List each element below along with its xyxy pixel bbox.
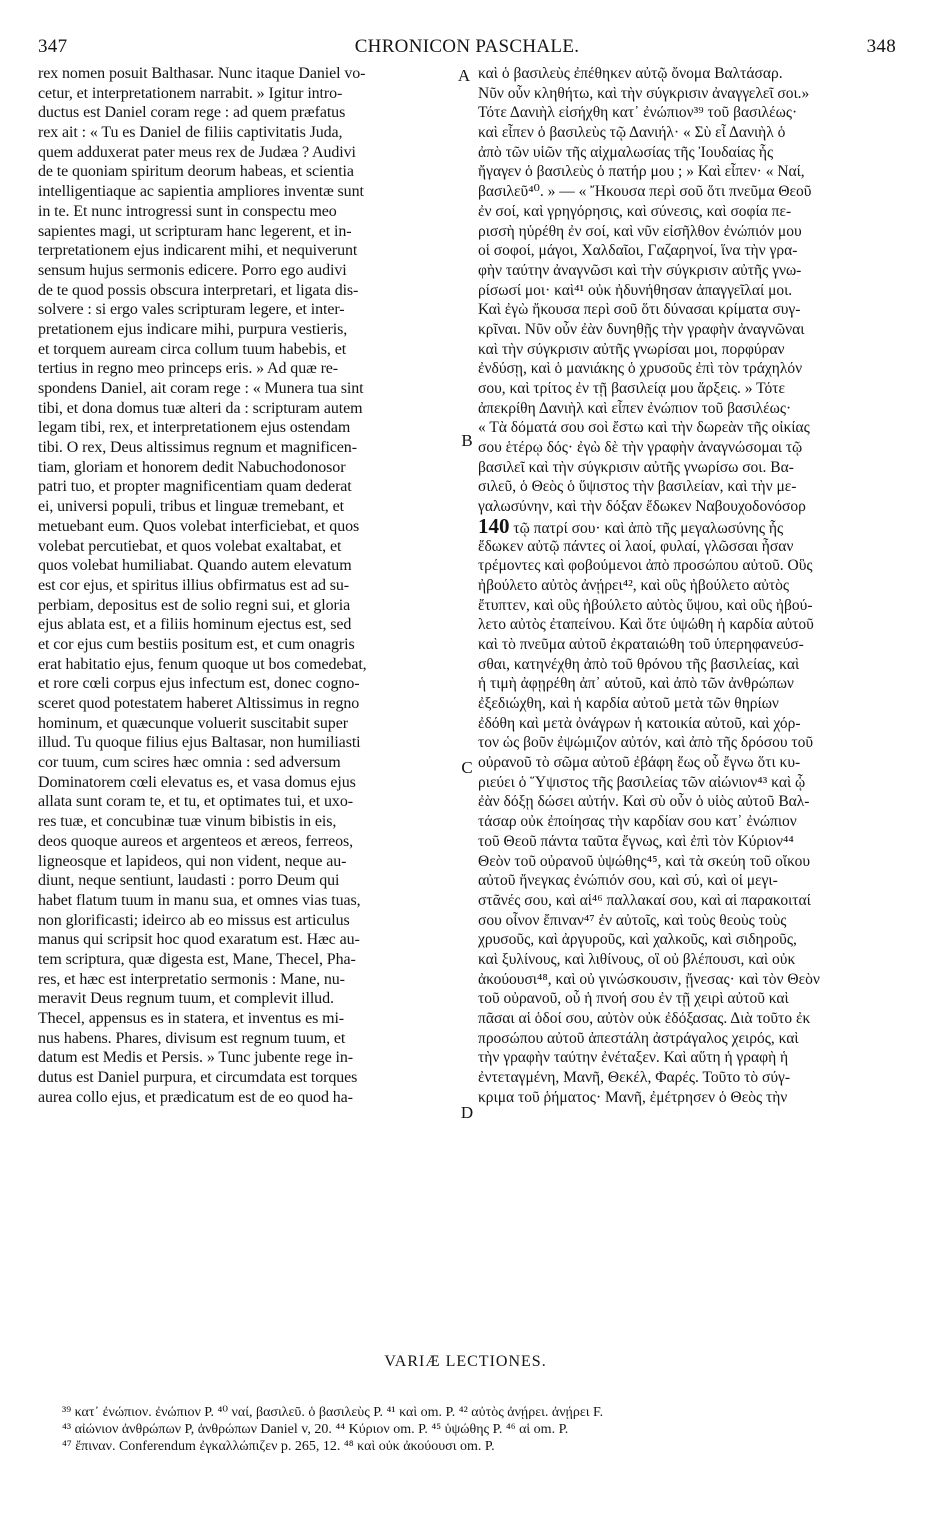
latin-text-line: erat habitatio ejus, fenum quoque ut bos comedebat, [38, 655, 367, 673]
greek-line-text: τῷ πατρί σου· καὶ ἀπὸ τῆς μεγαλωσύνης ἧς [509, 519, 784, 537]
greek-text-line: Θεὸν τοῦ οὐρανοῦ ὑψώθης⁴⁵, καὶ τὰ σκεύη τοῦ οἴκου [478, 852, 810, 870]
greek-text-line: γαλωσύνην, καὶ τὴν δόξαν ἔδωκεν Ναβουχοδονόσορ [478, 498, 806, 516]
greek-text-line: καὶ τὴν σύγκρισιν αὐτῆς γνωρίσαι μοι, πορφύραν [478, 340, 785, 358]
latin-text-line: metuebant eum. Quos volebat interficiebat, et quos [38, 517, 360, 535]
greek-text-line: ρίσωσί μοι· καὶ⁴¹ οὐκ ἠδυνήθησαν ἀπαγγεῖλαί μοι. [478, 281, 793, 299]
page-number-right: 348 [866, 36, 896, 57]
greek-text-line: Νῦν οὖν κληθήτω, καὶ τὴν σύγκρισιν ἀναγγελεῖ σοι.» [478, 84, 810, 102]
marginal-page-number: 140 [478, 516, 510, 537]
greek-text-line: καὶ ξυλίνους, καὶ λιθίνους, οἳ οὐ βλέπουσι, καὶ οὐκ [478, 950, 796, 968]
latin-text-line: datum est Medis et Persis. » Tunc jubente rege in- [38, 1049, 353, 1067]
greek-text-line: ἐξεδιώχθη, καὶ ἡ καρδία αὐτοῦ μετὰ τῶν θηρίων [478, 695, 779, 712]
greek-text-line: ἔδωκεν αὐτῷ πάντες οἱ λαοί, φυλαί, γλῶσσαι ἦσαν [478, 537, 794, 555]
latin-text-line: de te quod possis obscura interpretari, et ligata dis- [38, 281, 359, 299]
greek-text-line: ἔτυπτεν, καὶ οὓς ἠβούλετο αὐτὸς ὕψου, καὶ οὓς ἠβού- [478, 596, 813, 614]
greek-text-line: ἀκούουσι⁴⁸, καὶ οὐ γινώσκουσιν, ᾔνεσας· καὶ τὸν Θεὸν [478, 970, 820, 988]
latin-text-line: terpretationem ejus indicarent mihi, et nequiverunt [38, 242, 358, 260]
latin-text-line: ei, universi populi, tribus et linguæ tremebant, et [38, 498, 344, 516]
latin-text-line: deos quoque aureos et argenteos et æreos, ferreos, [38, 832, 354, 850]
latin-text-line: rex nomen posuit Balthasar. Nunc itaque Daniel vo- [38, 65, 366, 82]
latin-text-line: manus qui scripsit hoc quod exaratum est. Hæc au- [38, 931, 360, 949]
latin-text-line: diunt, neque sentiunt, laudasti : porro Deum qui [38, 872, 340, 890]
latin-text-line: sceret quod potestatem haberet Altissimus in regno [38, 695, 360, 712]
greek-text-line: ριεύει ὁ Ὕψιστος τῆς βασιλείας τῶν αἰώνιον⁴³ καὶ ᾧ [478, 773, 806, 791]
latin-text-line: res tuæ, et concubinæ tuæ vinum bibistis in eis, [38, 813, 337, 831]
latin-text-line: allata sunt coram te, et tu, et optimates tui, et uxo- [38, 793, 353, 811]
greek-text-line [478, 517, 898, 537]
greek-text-line: ἐν σοί, καὶ γρηγόρησις, καὶ σύνεσις, καὶ σοφία πε- [478, 202, 792, 220]
greek-column [478, 64, 898, 1107]
greek-text-line: σιλεῦ, ὁ Θεὸς ὁ ὕψιστος τὴν βασιλείαν, καὶ τὴν με- [478, 478, 797, 496]
variant-reading-line: ⁴⁷ ἔπιναν. Conferendum ἐγκαλλώπιζεν p. 265, 12. ⁴⁸ καὶ οὐκ ἀκούουσι om. P. [62, 1439, 495, 1454]
latin-text-line: quos volebat humiliabat. Quando autem elevatum [38, 557, 352, 575]
greek-text-line: σου, καὶ τρίτος ἐν τῇ βασιλείᾳ μου ἄρξεις. » Τότε [478, 380, 785, 397]
greek-text-line: Τότε Δανιὴλ εἰσήχθη κατ᾽ ἐνώπιον³⁹ τοῦ βασιλέως· [478, 104, 798, 122]
latin-text-line: tibi, et dona domus tuæ alteri da : scripturam autem [38, 399, 363, 417]
variant-reading-line: ³⁹ κατ᾽ ἐνώπιον. ἐνώπιον P. ⁴⁰ ναί, βασιλεῦ. ὁ βασιλεὺς P. ⁴¹ καὶ om. P. ⁴² αὐτὸς ἀνῄρει. ἀνῄρει F. [62, 1405, 604, 1420]
latin-text-line: hominum, et quæcunque voluerit suscitabit super [38, 714, 348, 732]
greek-text-line: τοῦ οὐρανοῦ, οὗ ἡ πνοή σου ἐν τῇ χειρὶ αὐτοῦ καὶ [478, 990, 789, 1008]
latin-text-line: tibi. O rex, Deus altissimus regnum et magnificen- [38, 439, 357, 457]
latin-text-line: de te quoniam spiritum deorum habeas, et scientia [38, 163, 354, 181]
latin-text-line: intelligentiaque ac sapientia ampliores inventæ sunt [38, 183, 364, 201]
latin-text-line: habet flatum tuum in manu sua, et omnes vias tuas, [38, 891, 361, 909]
variant-reading-line: ⁴³ αἰώνιον ἀνθρώπων P, ἀνθρώπων Daniel v, 20. ⁴⁴ Κύριον om. P. ⁴⁵ ὑψώθης P. ⁴⁶ αἱ om. P. [62, 1422, 569, 1437]
greek-text-line: κρῖναι. Νῦν οὖν ἐὰν δυνηθῇς τὴν γραφὴν ἀναγνῶναι [478, 320, 805, 338]
greek-text-line: τον ὡς βοῦν ἐψώμιζον αὐτόν, καὶ ἀπὸ τῆς δρόσου τοῦ [478, 734, 814, 752]
greek-text-line: καὶ τὸ πνεῦμα αὐτοῦ ἐκραταιώθη τοῦ ὑπερηφανεύσ- [478, 635, 804, 653]
greek-text-line: σθαι, κατηνέχθη ἀπὸ τοῦ θρόνου τῆς βασιλείας, καὶ [478, 655, 800, 673]
running-title: CHRONICON PASCHALE. [354, 36, 580, 57]
greek-text-line: λετο αὐτὸς ἐταπείνου. Καὶ ὅτε ὑψώθη ἡ καρδία αὐτοῦ [478, 616, 814, 634]
latin-text-line: et cor ejus cum bestiis positum est, et cum onagris [38, 635, 355, 653]
latin-text-line: sensum hujus sermonis edicere. Porro ego audivi [38, 261, 347, 279]
margin-letter-d: D [460, 1103, 474, 1122]
greek-text-line: ἐνδύσῃ, καὶ ὁ μανιάκης ὁ χρυσοῦς ἐπὶ τὸν τράχηλόν [478, 360, 803, 378]
latin-text-line: sapientes magi, ut scripturam hanc legerent, et in- [38, 222, 352, 240]
greek-text-line: πᾶσαι αἱ ὁδοί σου, αὐτὸν οὐκ ἐδόξασας. Διὰ τοῦτο ἐκ [478, 1010, 811, 1027]
greek-text-line: Καὶ ἐγὼ ἤκουσα περὶ σοῦ ὅτι δύνασαι κρίματα συγ- [478, 301, 801, 319]
greek-text-line: σου οἶνον ἔπιναν⁴⁷ ἐν αὐτοῖς, καὶ τοὺς θεοὺς τοὺς [478, 911, 787, 929]
margin-letter-a: A [457, 66, 471, 85]
latin-text-line: tertius in regno meo princeps eris. » Ad quæ re- [38, 360, 339, 378]
latin-text-line: est cor ejus, et spiritus illius obfirmatus est ad su- [38, 576, 349, 594]
latin-text-line: legam tibi, rex, et interpretationem ejus ostendam [38, 419, 351, 437]
latin-text-line: meravit Deus regnum tuum, et complevit illud. [38, 990, 334, 1008]
latin-text-line: illud. Tu quoque filius ejus Baltasar, non humiliasti [38, 734, 361, 752]
variant-readings [62, 1404, 904, 1455]
latin-text-line: tem scriptura, quæ digesta est, Mane, Thecel, Pha- [38, 950, 356, 968]
greek-text-line: τρέμοντες καὶ φοβούμενοι ἀπὸ προσώπου αὐτοῦ. Οὓς [478, 557, 813, 575]
latin-text-line: Thecel, appensus es in statera, et inventus es mi- [38, 1010, 345, 1027]
latin-text-line: aurea collo ejus, et prædicatum est de eo quod ha- [38, 1088, 353, 1106]
latin-text-line: cor tuum, cum scires hæc omnia : sed adversum [38, 754, 341, 772]
latin-text-line: et rore cœli corpus ejus infectum est, donec cogno- [38, 675, 360, 693]
latin-text-line: nus habens. Phares, divisum est regnum tuum, et [38, 1029, 346, 1047]
greek-text-line: ἀπεκρίθη Δανιὴλ καὶ εἶπεν ἐνώπιον τοῦ βασιλέως· [478, 399, 792, 417]
latin-text-line: et torquem auream circa collum tuum habebis, et [38, 340, 347, 358]
latin-text-line: solvere : si ergo vales scripturam legere, et inter- [38, 301, 345, 319]
greek-text-line: βασιλεῖ καὶ τὴν σύγκρισιν αὐτῆς γνωρίσω σοι. Βα- [478, 458, 794, 476]
greek-text-line: στᾶνές σου, καὶ αἱ⁴⁶ παλλακαί σου, καὶ αἱ παρακοιταί [478, 891, 811, 909]
latin-text-line: rex ait : « Tu es Daniel de filiis captivitatis Juda, [38, 124, 343, 142]
greek-text-line: προσώπου αὐτοῦ ἀπεστάλη ἀστράγαλος χειρός, καὶ [478, 1029, 799, 1047]
latin-text-line: ligneosque et lapideos, qui non vident, neque au- [38, 852, 347, 870]
latin-text-line: quem adduxerat pater meus rex de Judæa ? Audivi [38, 143, 356, 161]
greek-text-line: ἐδόθη καὶ μετὰ ὀνάγρων ἡ κατοικία αὐτοῦ, καὶ χόρ- [478, 714, 801, 732]
greek-text-line: βασιλεῦ⁴⁰. » — « Ἤκουσα περὶ σοῦ ὅτι πνεῦμα Θεοῦ [478, 183, 812, 201]
greek-text-line: φὴν ταύτην ἀναγνῶσι καὶ τὴν σύγκρισιν αὐτῆς γνω- [478, 261, 802, 279]
latin-text-line: ejus ablata est, et a filiis hominum ejectus est, sed [38, 616, 352, 634]
greek-text-line: τὴν γραφὴν ταύτην ἐνέταξεν. Καὶ αὕτη ἡ γραφὴ ἡ [478, 1049, 789, 1067]
greek-text-line: χρυσοῦς, καὶ ἀργυροῦς, καὶ χαλκοῦς, καὶ σιδηροῦς, [478, 931, 797, 949]
latin-text-line: dutus est Daniel purpura, et circumdata est torques [38, 1069, 358, 1087]
greek-text-line: ἤγαγεν ὁ βασιλεὺς ὁ πατήρ μου ; » Καὶ εἶπεν· « Ναί, [478, 163, 805, 181]
margin-letter-c: C [461, 758, 473, 777]
greek-text-line: « Τὰ δόματά σου σοὶ ἔστω καὶ τὴν δωρεὰν τῆς οἰκίας [478, 419, 810, 437]
running-header [38, 36, 896, 62]
latin-text-line: cetur, et interpretationem narrabit. » Igitur intro- [38, 84, 343, 102]
latin-text-line: res, et hæc est interpretatio sermonis : Mane, nu- [38, 970, 345, 988]
latin-text-line: spondens Daniel, ait coram rege : « Munera tua sint [38, 380, 364, 397]
greek-text-line: σου ἑτέρῳ δός· ἐγὼ δὲ τὴν γραφὴν ἀναγνώσομαι τῷ [478, 439, 803, 457]
greek-text-line: ἀπὸ τῶν υἱῶν τῆς αἰχμαλωσίας τῆς Ἰουδαίας ἧς [478, 143, 774, 161]
greek-text-line: ἐντεταγμένη, Μανῆ, Θεκέλ, Φαρές. Τοῦτο τὸ σύγ- [478, 1069, 791, 1087]
greek-text-line: αὐτοῦ ἤνεγκας ἐνώπιόν σου, καὶ σύ, καὶ οἱ μεγι- [478, 872, 778, 890]
latin-text-line: ductus est Daniel coram rege : ad quem præfatus [38, 104, 346, 122]
greek-text-line: οὐρανοῦ τὸ σῶμα αὐτοῦ ἐβάφη ἕως οὗ ἔγνω ὅτι κυ- [478, 754, 801, 772]
greek-text-line: κριμα τοῦ ῥήματος· Μανῆ, ἐμέτρησεν ὁ Θεὸς τὴν [478, 1088, 788, 1106]
greek-text-line: ἡ τιμὴ ἀφῃρέθη ἀπ᾽ αὐτοῦ, καὶ ἀπὸ τῶν ἀνθρώπων [478, 675, 794, 693]
greek-text-line: ἐὰν δόξῃ δώσει αὐτήν. Καὶ σὺ οὖν ὁ υἱὸς αὐτοῦ Βαλ- [478, 793, 810, 811]
greek-text-line: καὶ ὁ βασιλεὺς ἐπέθηκεν αὐτῷ ὄνομα Βαλτάσαρ. [478, 65, 783, 82]
greek-text-line: ρισσὴ ηὑρέθη ἐν σοί, καὶ νῦν εἰσῆλθον ἐνώπιόν μου [478, 222, 802, 240]
latin-text-line: in te. Et nunc introgressi sunt in conspectu meo [38, 202, 337, 220]
latin-text-line: patri tuo, et propter magnificentiam quam dederat [38, 478, 352, 496]
greek-text-line: καὶ εἶπεν ὁ βασιλεὺς τῷ Δανιήλ· « Σὺ εἶ Δανιὴλ ὁ [478, 124, 786, 142]
latin-text-line: pretationem ejus indicare mihi, purpura vestieris, [38, 320, 348, 338]
latin-text-line: tiam, gloriam et honorem dedit Nabuchodonosor [38, 458, 346, 476]
variae-lectiones-title: VARIÆ LECTIONES. [384, 1353, 547, 1370]
margin-letter-b: B [461, 431, 473, 450]
latin-text-line: non glorificasti; ideirco ab eo missus est articulus [38, 911, 350, 929]
greek-text-line: ἠβούλετο αὐτὸς ἀνῄρει⁴², καὶ οὓς ἠβούλετο αὐτὸς [478, 576, 790, 594]
latin-column [38, 64, 458, 1107]
greek-text-line: τάσαρ οὐκ ἐποίησας τὴν καρδίαν σου κατ᾽ ἐνώπιον [478, 813, 797, 831]
latin-text-line: volebat percutiebat, et quos volebat exaltabat, et [38, 537, 342, 555]
page-number-left: 347 [38, 36, 68, 57]
latin-text-line: perbiam, depositus est de solio regni sui, et gloria [38, 596, 351, 614]
greek-text-line: τοῦ Θεοῦ πάντα ταῦτα ἔγνως, καὶ ἐπὶ τὸν Κύριον⁴⁴ [478, 832, 794, 850]
greek-text-line: οἱ σοφοί, μάγοι, Χαλδαῖοι, Γαζαρηνοί, ἵνα τὴν γρα- [478, 242, 798, 260]
latin-text-line: Dominatorem cœli elevatus es, et vasa domus ejus [38, 773, 356, 791]
